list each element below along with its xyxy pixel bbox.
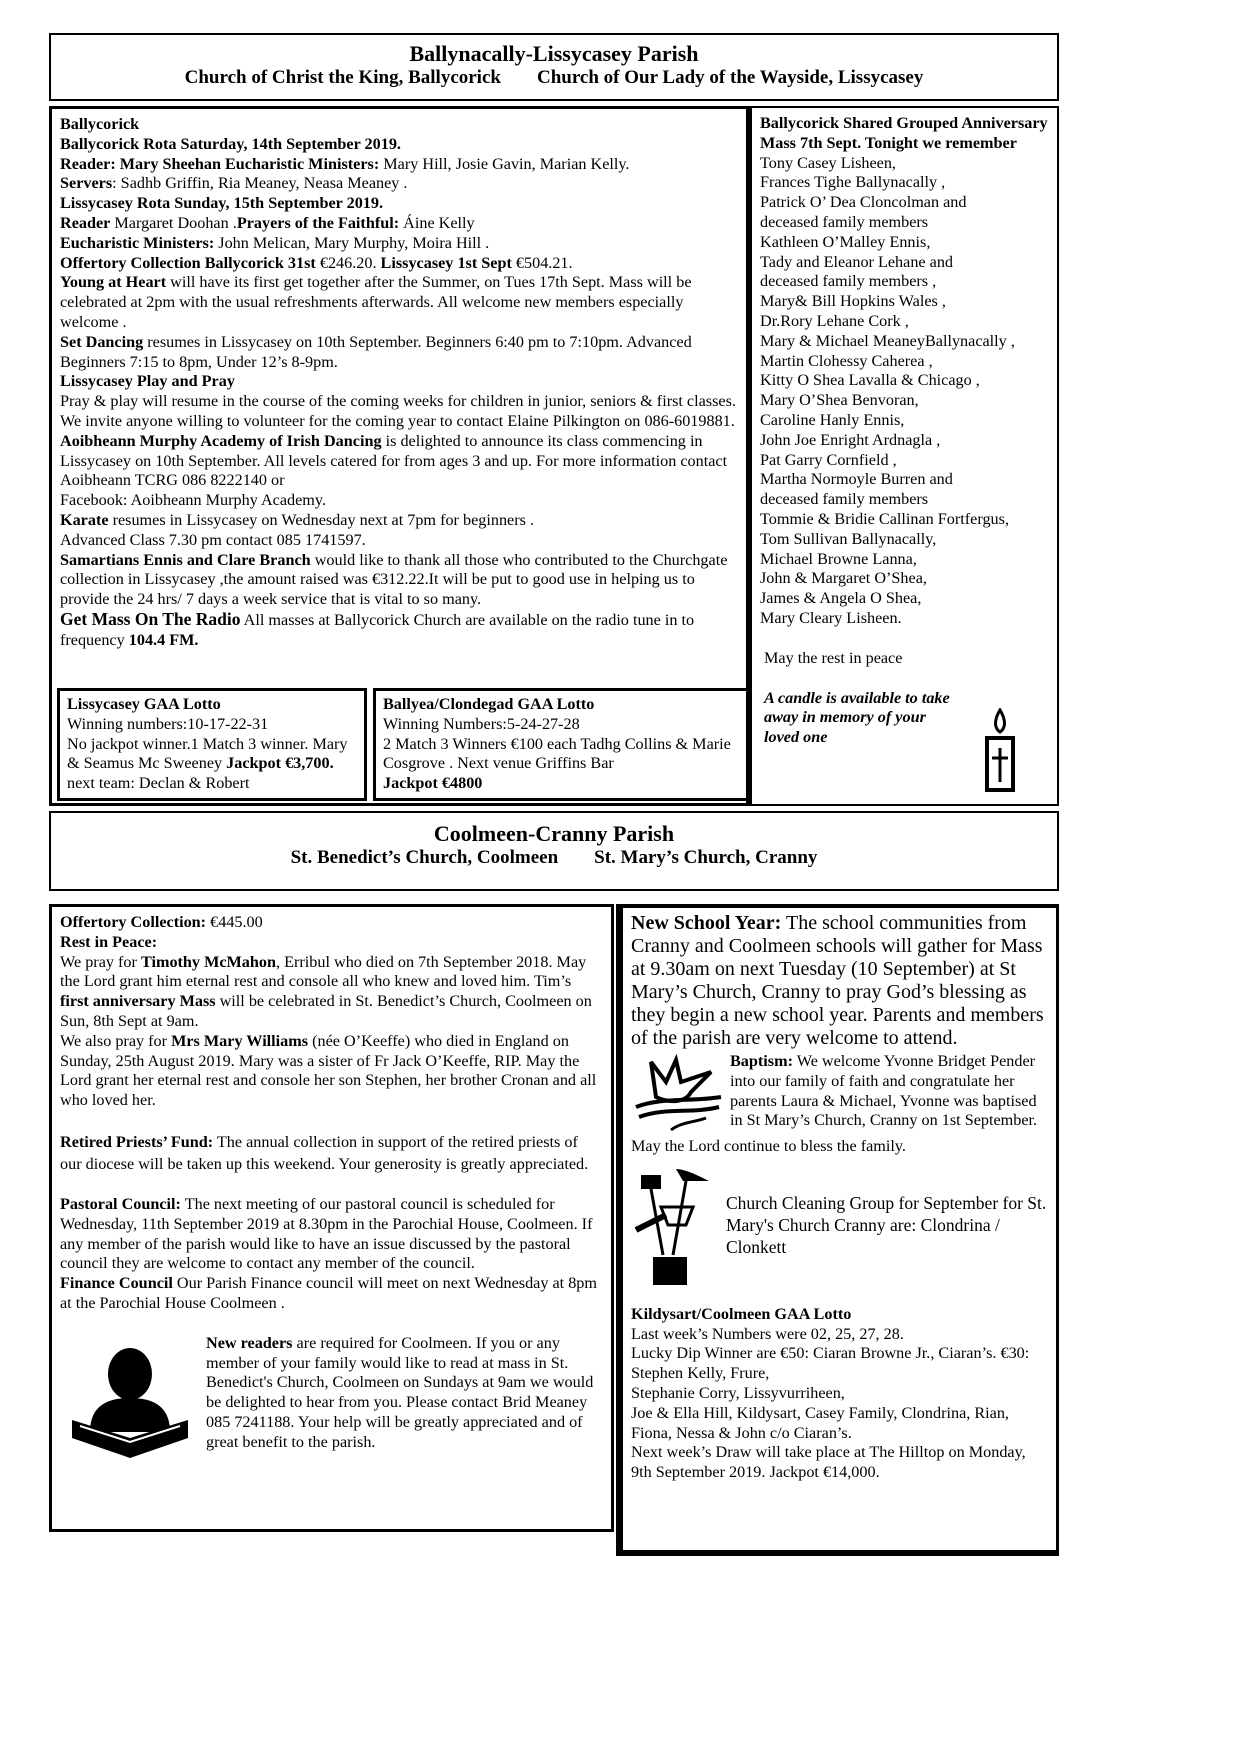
ballyea-lotto bbox=[373, 688, 749, 801]
set-dancing-notice: Set Dancing resumes in Lissycasey on 10th September. Beginners 6:40 pm to 7:10pm. Advanced Beginners 7:15 to 8pm, Under 12’s 8-9pm. bbox=[60, 332, 692, 371]
offertory-line: Offertory Collection Ballycorick 31st €246.20. Lissycasey 1st Sept €504.21. bbox=[60, 253, 573, 272]
reader-with-book-icon bbox=[60, 1342, 200, 1472]
parish1-header bbox=[49, 33, 1059, 101]
parish2-churches bbox=[51, 847, 1057, 869]
notices-heading: Ballycorick bbox=[60, 115, 140, 133]
anniversary-name: deceased family members , bbox=[760, 272, 937, 291]
new-readers-notice: New readers are required for Coolmeen. If you or any member of your family would like to read at mass in St. Benedict's Church, Coolmeen on Sundays at 9am we would be delighted to hear from you. Please contact Brid Meaney 085 7241188. Your help will be greatly appreciated and of great benefit to the parish. bbox=[206, 1333, 594, 1451]
play-pray-notice: Pray & play will resume in the course of the coming weeks for children in junior, seniors & first classes. We invite anyone willing to volunteer for the coming year to contact Elaine Pilkington on 086-6019881. bbox=[60, 392, 736, 430]
lotto-line: Stephanie Corry, Lissyvurriheen, bbox=[631, 1383, 845, 1402]
rota-sunday: Lissycasey Rota Sunday, 15th September 2019. bbox=[60, 194, 384, 213]
anniversary-heading: Ballycorick Shared Grouped Anniversary Mass 7th Sept. Tonight we remember bbox=[760, 114, 1048, 152]
anniversary-name: deceased family members bbox=[760, 212, 929, 231]
kildysart-lotto bbox=[631, 1305, 1048, 1483]
baptism-blessing: May the Lord continue to bless the family. bbox=[631, 1137, 906, 1155]
anniversary-name: Pat Garry Cornfield , bbox=[760, 450, 897, 469]
anniversary-name: Mary& Bill Hopkins Wales , bbox=[760, 292, 946, 311]
radio-notice: Get Mass On The Radio All masses at Ballycorick Church are available on the radio tune in to frequency 104.4 FM. bbox=[60, 608, 695, 649]
anniversary-name: Dr.Rory Lehane Cork , bbox=[760, 311, 909, 330]
offertory-line: Offertory Collection: €445.00 bbox=[60, 913, 263, 931]
cleaning-tools-icon bbox=[631, 1165, 716, 1285]
anniversary-name: Mary Cleary Lisheen. bbox=[760, 608, 902, 627]
irish-dancing-notice: Aoibheann Murphy Academy of Irish Dancing is delighted to announce its class commencing in Lissycasey on 10th September. All levels catered for from ages 3 and up. For more information contact Aoibheann TCRG 086 8222140 or bbox=[60, 431, 728, 490]
pastoral-council-notice: Pastoral Council: The next meeting of our pastoral council is scheduled for Wednesday, 11th September 2019 at 8.30pm in the Parochial House, Coolmeen. If any member of the parish would like to have an issue discussed by the pastoral council they are welcome to contact any member of the council. bbox=[60, 1194, 593, 1273]
lotto-line: Next week’s Draw will take place at The Hilltop on Monday, 9th September 2019. Jackpot €14,000. bbox=[631, 1443, 1026, 1482]
anniversary-name: Kitty O Shea Lavalla & Chicago , bbox=[760, 371, 980, 390]
anniversary-closing: May the rest in peace bbox=[764, 648, 903, 667]
anniversary-name: Martha Normoyle Burren and bbox=[760, 470, 953, 489]
anniversary-list bbox=[760, 154, 1049, 629]
candle-cross-icon bbox=[970, 708, 1030, 793]
rota-reader2-line: Reader Margaret Doohan .Prayers of the Faithful: Áine Kelly bbox=[60, 213, 475, 232]
anniversary-name: John & Margaret O’Shea, bbox=[760, 569, 927, 588]
rota-servers-line: Servers: Sadhb Griffin, Ria Meaney, Neasa Meaney . bbox=[60, 174, 408, 193]
rota-saturday: Ballycorick Rota Saturday, 14th September 2019. bbox=[60, 134, 401, 153]
church-cranny: St. Mary’s Church, Cranny bbox=[594, 847, 818, 868]
rip-heading: Rest in Peace: bbox=[60, 932, 158, 951]
lotto-lines bbox=[631, 1325, 1048, 1483]
lissycasey-lotto bbox=[57, 688, 367, 801]
rota-em-line: Eucharistic Ministers: John Melican, Mary Murphy, Moira Hill . bbox=[60, 233, 490, 252]
young-at-heart-notice: Young at Heart will have its first get together after the Summer, on Tues 17th Sept. Mass will be celebrated at 2pm with the usual refreshments afterwards. All welcome new members especially welcome . bbox=[60, 273, 692, 331]
parish2-header bbox=[49, 811, 1059, 891]
lotto-line: Last week’s Numbers were 02, 25, 27, 28. bbox=[631, 1324, 904, 1343]
anniversary-panel bbox=[747, 106, 1059, 806]
anniversary-name: Kathleen O’Malley Ennis, bbox=[760, 232, 931, 251]
coolmeen-notices bbox=[49, 904, 614, 1532]
anniversary-name: Tady and Eleanor Lehane and bbox=[760, 252, 954, 271]
karate-advanced: Advanced Class 7.30 pm contact 085 1741597. bbox=[60, 530, 366, 549]
anniversary-name: Tony Casey Lisheen, bbox=[760, 153, 896, 172]
lotto-numbers: Winning Numbers:5-24-27-28 bbox=[383, 714, 580, 733]
lotto-numbers: Winning numbers:10-17-22-31 bbox=[67, 714, 269, 733]
cleaning-group-notice: Church Cleaning Group for September for St. Mary's Church Cranny are: Clondrina / Clonkett bbox=[726, 1192, 1047, 1257]
anniversary-name: Patrick O’ Dea Cloncolman and bbox=[760, 193, 967, 212]
parish1-title: Ballynacally-Lissycasey Parish bbox=[409, 41, 699, 66]
lotto-result: No jackpot winner.1 Match 3 winner. Mary & Seamus Mc Sweeney Jackpot €3,700. next team: Declan & Robert bbox=[67, 734, 348, 793]
anniversary-name: Tommie & Bridie Callinan Fortfergus, bbox=[760, 509, 1009, 528]
anniversary-name: Michael Browne Lanna, bbox=[760, 549, 917, 568]
anniversary-name: Martin Clohessy Caherea , bbox=[760, 351, 933, 370]
church-ballycorick: Church of Christ the King, Ballycorick bbox=[184, 67, 501, 88]
anniversary-name: Frances Tighe Ballynacally , bbox=[760, 173, 946, 192]
lotto-title: Lissycasey GAA Lotto bbox=[67, 695, 221, 713]
church-coolmeen: St. Benedict’s Church, Coolmeen bbox=[290, 847, 559, 868]
lotto-title: Ballyea/Clondegad GAA Lotto bbox=[383, 695, 595, 713]
rota-reader-line: Reader: Mary Sheehan Eucharistic Ministers: Mary Hill, Josie Gavin, Marian Kelly. bbox=[60, 154, 630, 173]
baptism-notice: Baptism: We welcome Yvonne Bridget Pender into our family of faith and congratulate her parents Laura & Michael, Yvonne was baptised in St Mary’s Church, Cranny on 1st September. bbox=[730, 1052, 1038, 1130]
lotto-line: Lucky Dip Winner are €50: Ciaran Browne Jr., Ciaran’s. €30: Stephen Kelly, Frure, bbox=[631, 1344, 1030, 1383]
finance-council-notice: Finance Council Our Parish Finance council will meet on next Wednesday at 8pm at the Parochial House Coolmeen . bbox=[60, 1274, 597, 1312]
dove-water-icon bbox=[631, 1052, 726, 1137]
anniversary-name: Mary & Michael MeaneyBallynacally , bbox=[760, 331, 1015, 350]
new-school-year-notice: New School Year: The school communities from Cranny and Coolmeen schools will gather for Mass at 9.30am on next Tuesday (10 September) at St Mary’s Church, Cranny to pray God’s blessing as they begin a new school year. Parents and members of the parish are very welcome to attend. bbox=[631, 912, 1044, 1049]
lotto-result: 2 Match 3 Winners €100 each Tadhg Collins & Marie Cosgrove . Next venue Griffins Bar bbox=[383, 734, 731, 773]
parish1-churches bbox=[51, 67, 1057, 89]
rip-williams: We also pray for Mrs Mary Williams (née O’Keeffe) who died in England on Sunday, 25th August 2019. Mary was a sister of Fr Jack O’Keeffe, RIP. May the Lord grant her eternal rest and console her son Stephen, her brother Cronan and all who loved her. bbox=[60, 1031, 597, 1110]
play-pray-heading: Lissycasey Play and Pray bbox=[60, 372, 235, 391]
anniversary-name: John Joe Enright Ardnagla , bbox=[760, 430, 941, 449]
church-lissycasey: Church of Our Lady of the Wayside, Lissycasey bbox=[536, 67, 924, 88]
irish-dancing-facebook: Facebook: Aoibheann Murphy Academy. bbox=[60, 491, 326, 510]
anniversary-name: Mary O’Shea Benvoran, bbox=[760, 391, 919, 410]
parish2-title: Coolmeen-Cranny Parish bbox=[433, 821, 675, 846]
anniversary-name: Caroline Hanly Ennis, bbox=[760, 410, 905, 429]
candle-note: A candle is available to take away in memory of your loved one bbox=[764, 688, 950, 747]
lotto-title: Kildysart/Coolmeen GAA Lotto bbox=[631, 1304, 852, 1323]
lotto-jackpot: Jackpot €4800 bbox=[383, 774, 483, 793]
cranny-notices bbox=[616, 904, 1059, 1556]
retired-priests-notice: Retired Priests’ Fund: The annual collection in support of the retired priests of our diocese will be taken up this weekend. Your generosity is greatly appreciated. bbox=[60, 1132, 589, 1173]
anniversary-name: James & Angela O Shea, bbox=[760, 589, 922, 608]
anniversary-name: Tom Sullivan Ballynacally, bbox=[760, 529, 937, 548]
lotto-line: Joe & Ella Hill, Kildysart, Casey Family, Clondrina, Rian, Fiona, Nessa & John c/o Ciaran’s. bbox=[631, 1403, 1009, 1442]
rip-mcmahon: We pray for Timothy McMahon, Erribul who died on 7th September 2018. May the Lord grant him eternal rest and console all who knew and loved him. Tim’s first anniversary Mass will be celebrated in St. Benedict’s Church, Coolmeen on Sun, 8th Sept at 9am. bbox=[60, 952, 592, 1030]
samaritans-notice: Samartians Ennis and Clare Branch would like to thank all those who contributed to the Churchgate collection in Lissycasey ,the amount raised was €312.22.It will be put to good use in helping us to provide the 24 hrs/ 7 days a week service that is vital to so many. bbox=[60, 550, 728, 609]
anniversary-name: deceased family members bbox=[760, 490, 929, 509]
karate-notice: Karate resumes in Lissycasey on Wednesday next at 7pm for beginners . bbox=[60, 510, 535, 529]
